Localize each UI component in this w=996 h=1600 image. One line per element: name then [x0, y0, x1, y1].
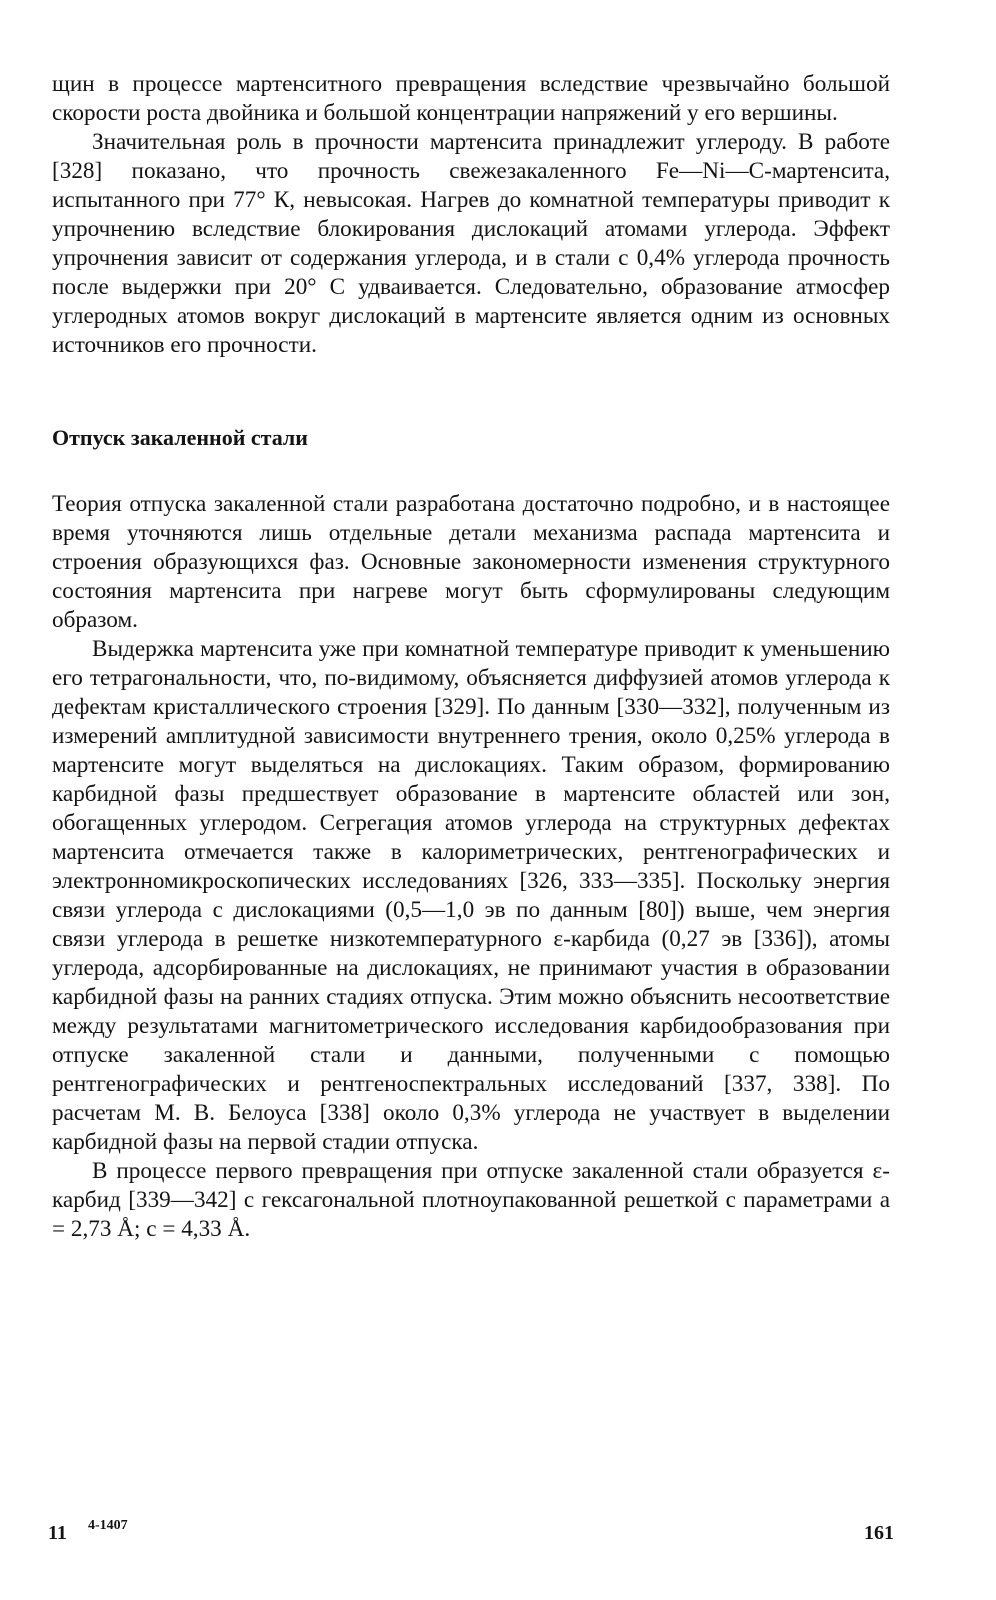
paragraph-continuation: щин в процессе мартенситного превращения вследствие чрезвычайно большой скорости роста двойника и большой концентрации напряжений у его вершины.: [52, 71, 890, 126]
section-heading: Отпуск закаленной стали: [52, 425, 308, 450]
page-footer: [48, 1518, 894, 1550]
paragraph-carbon-role: Значительная роль в прочности мартенсита принадлежит углероду. В работе [328] показано, что прочность свежезакаленного Fe—Ni—C-мартенсита, испытанного при 77° К, невысокая. Нагрев до комнатной температуры приводит к упрочнению вследствие блокирования дислокаций атомами углерода. Эффект упрочнения зависит от содержания углерода, и в стали с 0,4% углерода прочность после выдержки при 20° С удваивается. Следовательно, образование атмосфер углеродных атомов вокруг дислокаций в мартенсите является одним из основных источников его прочности.: [52, 129, 890, 358]
signature-code: 4-1407: [88, 1518, 128, 1533]
paragraph-epsilon-carbide: В процессе первого превращения при отпуске закаленной стали образуется ε-карбид [339—342] с гексагональной плотноупакованной решеткой с параметрами a = 2,73 Å; c = 4,33 Å.: [52, 1158, 890, 1242]
paragraph-tempering-theory: Теория отпуска закаленной стали разработана достаточно подробно, и в настоящее время уточняются лишь отдельные детали механизма распада мартенсита и строения образующихся фаз. Основные закономерности изменения структурного состояния мартенсита при нагреве могут быть сформулированы следующим образом.: [52, 491, 890, 633]
page-body: [52, 70, 890, 1244]
signature-number: 11: [48, 1522, 67, 1544]
page-number: 161: [864, 1522, 894, 1544]
paragraph-martensite-aging: Выдержка мартенсита уже при комнатной температуре приводит к уменьшению его тетрагональности, что, по-видимому, объясняется диффузией атомов углерода к дефектам кристаллического строения [329]. По данным [330—332], полученным из измерений амплитудной зависимости внутреннего трения, около 0,25% углерода в мартенсите могут выделяться на дислокациях. Таким образом, формированию карбидной фазы предшествует образование в мартенсите областей или зон, обогащенных углеродом. Сегрегация атомов углерода на структурных дефектах мартенсита отмечается также в калориметрических, рентгенографических и электронномикроскопических исследованиях [326, 333—335]. Поскольку энергия связи углерода с дислокациями (0,5—1,0 эв по данным [80]) выше, чем энергия связи углерода в решетке низкотемпературного ε-карбида (0,27 эв [336]), атомы углерода, адсорбированные на дислокациях, не принимают участия в образовании карбидной фазы на ранних стадиях отпуска. Этим можно объяснить несоответствие между результатами магнитометрического исследования карбидообразования при отпуске закаленной стали и данными, полученными с помощью рентгенографических и рентгеноспектральных исследований [337, 338]. По расчетам М. В. Белоуса [338] около 0,3% углерода не участвует в выделении карбидной фазы на первой стадии отпуска.: [52, 636, 890, 1155]
